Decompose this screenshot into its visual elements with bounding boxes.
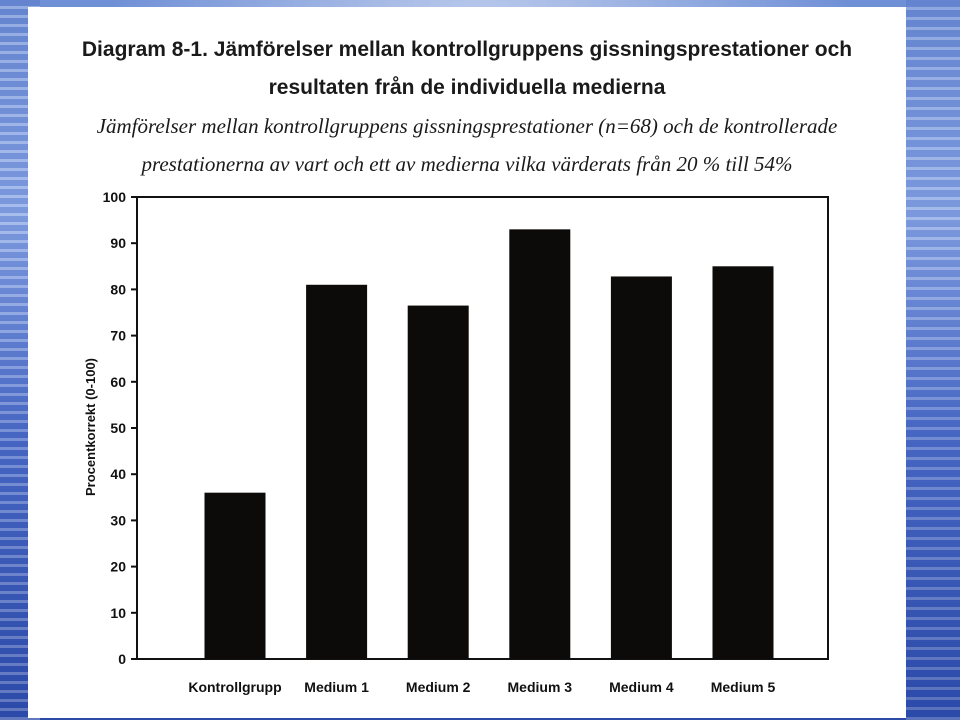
y-tick-label: 40 [110, 466, 126, 483]
title-line-2: resultaten från de individuella medierna [268, 76, 666, 99]
x-category-label: Medium 1 [304, 679, 369, 695]
y-tick-label: 50 [110, 420, 126, 436]
title-line-1: Diagram 8-1. Jämförelser mellan kontrollgruppens gissningsprestationer och [81, 38, 853, 61]
subtitle-line-1: Jämförelser mellan kontrollgruppens gissningsprestationer (n=68) och de kontrollerade [96, 114, 838, 138]
y-tick-label: 90 [110, 235, 126, 252]
bar [408, 306, 469, 659]
y-tick-label: 30 [110, 512, 126, 529]
bar [611, 276, 672, 659]
bar [509, 229, 570, 659]
y-tick-label: 20 [110, 558, 126, 575]
y-tick-label: 80 [110, 281, 126, 298]
y-tick-label: 70 [110, 327, 126, 344]
x-category-label: Medium 2 [405, 679, 471, 695]
bar [205, 493, 266, 659]
x-category-label: Kontrollgrupp [188, 679, 282, 695]
y-tick-label: 10 [110, 604, 126, 621]
bar [306, 285, 367, 659]
x-category-label: Medium 3 [507, 679, 573, 695]
y-tick-label: 60 [110, 373, 126, 390]
y-tick-label: 0 [118, 651, 126, 667]
subtitle-line-2: prestationerna av vart och ett av medierna vilka värderats från 20 % till 54% [141, 152, 793, 176]
x-category-label: Medium 4 [609, 679, 674, 695]
bar [713, 266, 774, 659]
y-tick-label: 100 [102, 189, 126, 205]
y-axis-label: Procentkorrekt (0-100) [83, 358, 98, 496]
x-category-label: Medium 5 [710, 679, 776, 695]
